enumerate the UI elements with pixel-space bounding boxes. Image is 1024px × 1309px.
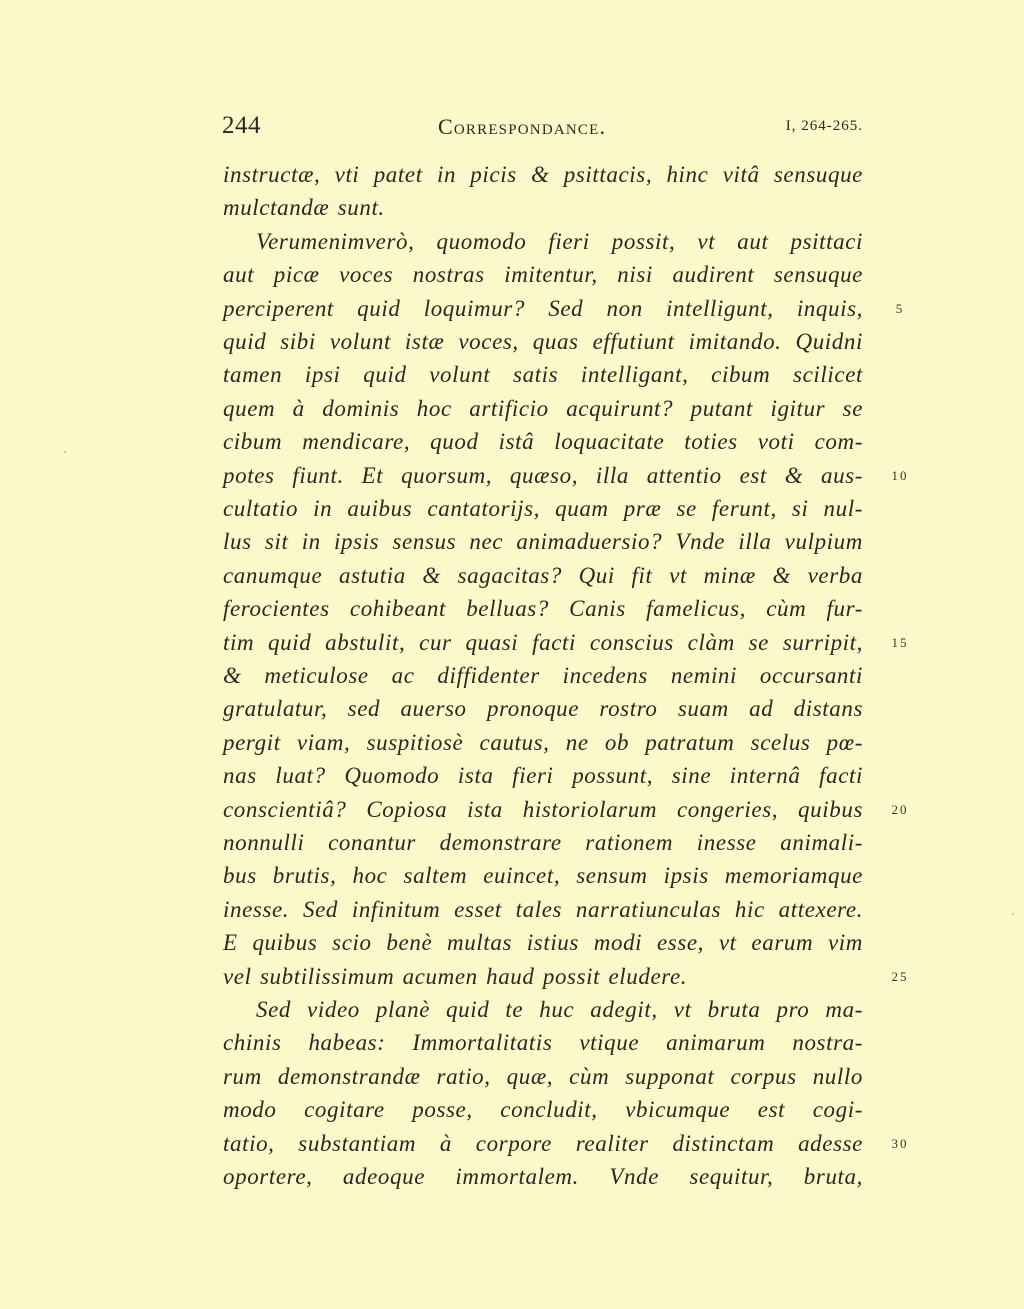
text-line: & meticulose ac diffidenter incedens nemini occursanti: [223, 663, 863, 688]
text-line: inesse. Sed infinitum esset tales narratiunculas hic attexere.: [223, 896, 863, 922]
text-line: nonnulli conantur demonstrare rationem inesse animali-: [223, 830, 863, 855]
text-line: gratulatur, sed auerso pronoque rostro suam ad distans: [223, 696, 863, 722]
paper-speck: [1012, 913, 1014, 915]
page-number: 244: [222, 112, 261, 139]
text-line: cultatio in auibus cantatorijs, quam præ se ferunt, si nul-: [223, 496, 863, 521]
text-line: quem à dominis hoc artificio acquirunt? putant igitur se: [223, 395, 863, 421]
text-line: quid sibi volunt istæ voces, quas effutiunt imitando. Quidni: [223, 329, 863, 354]
text-line: ferocientes cohibeant belluas? Canis famelicus, cùm fur-: [223, 596, 863, 622]
text-line: instructæ, vti patet in picis & psittacis, hinc vitâ sensuque: [223, 162, 863, 187]
text-line: oportere, adeoque immortalem. Vnde sequitur, bruta,: [223, 1164, 863, 1189]
text-line: mulctandæ sunt.: [223, 195, 385, 221]
text-line: bus brutis, hoc saltem euincet, sensum ipsis memoriamque: [223, 863, 863, 889]
text-line: cibum mendicare, quod istâ loquacitate toties voti com-: [223, 429, 863, 455]
text-line: lus sit in ipsis sensus nec animaduersio? Vnde illa vulpium: [223, 529, 863, 555]
text-line: pergit viam, suspitiosè cautus, ne ob patratum scelus pœ-: [223, 729, 863, 755]
text-line: vel subtilissimum acumen haud possit eludere.: [223, 963, 688, 989]
margin-line-number: 20: [891, 801, 909, 817]
text-line: tatio, substantiam à corpore realiter distinctam adesse: [223, 1130, 863, 1156]
margin-line-number: 5: [895, 300, 905, 316]
text-line: nas luat? Quomodo ista fieri possunt, sine internâ facti: [223, 763, 863, 789]
text-line: perciperent quid loquimur? Sed non intelligunt, inquis,: [223, 295, 863, 321]
text-line: aut picæ voces nostras imitentur, nisi audirent sensuque: [223, 262, 863, 288]
volume-page-reference: I, 264-265.: [785, 118, 863, 134]
text-line: tim quid abstulit, cur quasi facti conscius clàm se surripit,: [223, 629, 863, 655]
text-line: tamen ipsi quid volunt satis intelligant, cibum scilicet: [223, 362, 863, 388]
margin-line-number: 15: [891, 634, 909, 650]
text-line: canumque astutia & sagacitas? Qui fit vt minæ & verba: [223, 562, 863, 588]
text-line: Verumenimverò, quomodo fieri possit, vt aut psittaci: [256, 228, 863, 254]
margin-line-number: 25: [891, 968, 909, 984]
margin-line-number: 30: [891, 1135, 909, 1151]
text-line: potes fiunt. Et quorsum, quæso, illa attentio est & aus-: [223, 462, 863, 488]
margin-line-number: 10: [891, 467, 909, 483]
text-line: Sed video planè quid te huc adegit, vt bruta pro ma-: [256, 997, 863, 1022]
text-line: chinis habeas: Immortalitatis vtique animarum nostra-: [223, 1030, 863, 1056]
text-line: conscientiâ? Copiosa ista historiolarum congeries, quibus: [223, 796, 863, 822]
text-line: E quibus scio benè multas istius modi esse, vt earum vim: [223, 930, 863, 956]
paper-speck: [64, 451, 66, 453]
running-title: Correspondance.: [438, 114, 607, 139]
text-line: rum demonstrandæ ratio, quæ, cùm supponat corpus nullo: [223, 1063, 863, 1089]
text-line: modo cogitare posse, concludit, vbicumque est cogi-: [223, 1097, 863, 1123]
page-header: [220, 112, 865, 144]
